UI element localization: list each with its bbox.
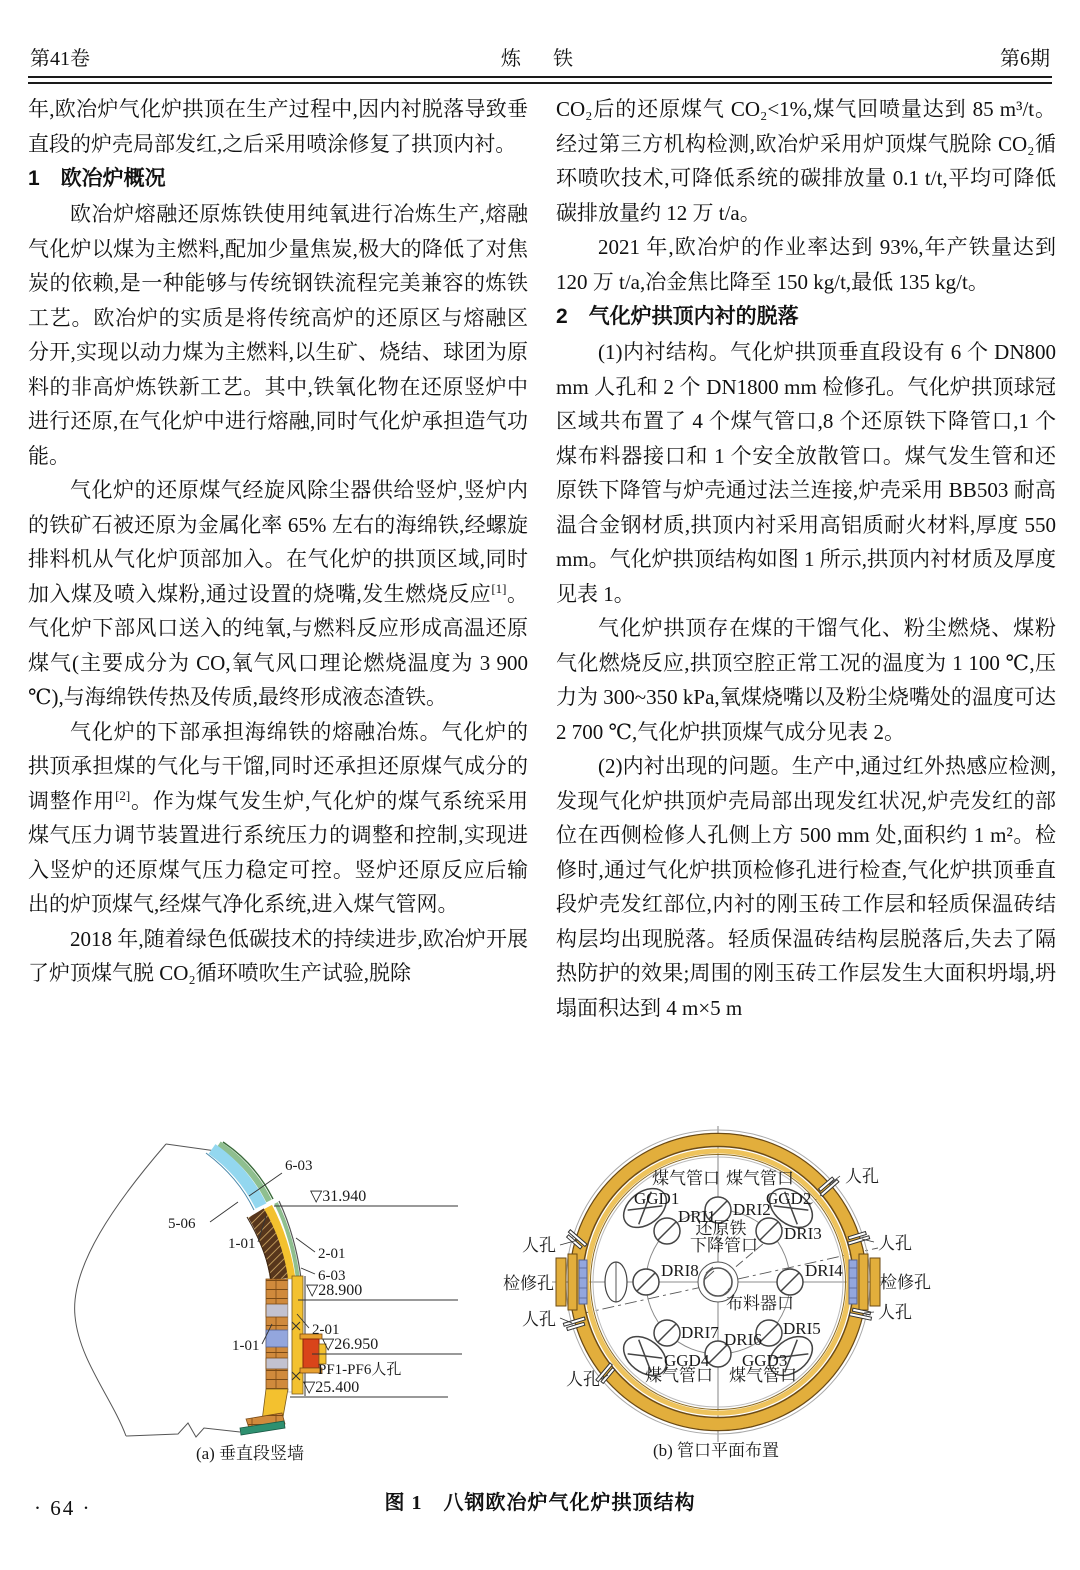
page-number: · 64 · (34, 1496, 92, 1520)
paragraph: 气化炉拱顶存在煤的干馏气化、粉尘燃烧、煤粉气化燃烧反应,拱顶空腔正常工况的温度为 1 100 ℃,压力为 300~350 kPa,氧煤烧嘴以及粉尘烧嘴处的温度可达 2 700 ℃,气化炉拱顶煤气成分见表 2。 (556, 616, 1056, 744)
label-603-top: 6-03 (285, 1158, 313, 1174)
access-flange-left (556, 1254, 587, 1310)
text-run: 。作为煤气发生炉,气化炉的煤气系统采用煤气压力调节装置进行系统压力的调整和控制,实现进入竖炉的还原煤气压力稳定可控。竖炉还原反应后输出的炉顶煤气,经煤气净化系统,进入煤气管网。 (28, 788, 529, 916)
label-603-mid: 6-03 (318, 1268, 346, 1284)
label-distributor: 布料器口 (726, 1294, 794, 1313)
text-run: 气化炉的下部承担海绵铁的熔融冶炼。气化炉的拱顶承担煤的气化与干馏,同时还承担还原煤气成分的调整作用 (28, 719, 528, 813)
label-dri-downcomer-2: 下降管口 (690, 1236, 758, 1255)
label-gas-port-bl: 煤气管口 (645, 1366, 713, 1385)
label-dri1: DRI1 (678, 1207, 716, 1226)
label-ggd3: GGD3 (742, 1351, 788, 1370)
citation-superscript: [1] (491, 580, 507, 596)
label-manhole-bl: 人孔 (566, 1370, 600, 1389)
air-gap (288, 1279, 292, 1392)
text-run: 气化炉的还原煤气经旋风除尘器供给竖炉,竖炉内的铁矿石被还原为金属化率 65% 左右的海绵铁,经螺旋排料机从气化炉顶部加入。在气化炉的拱顶区域,同时加入煤及喷入煤粉,通过设置的烧嘴,发生燃烧反应 (28, 478, 528, 606)
label-dri-downcomer-1: 还原铁 (695, 1219, 747, 1238)
label-101-top: 1-01 (228, 1236, 256, 1252)
label-dri5: DRI5 (783, 1319, 821, 1338)
distributor-inner (704, 1268, 732, 1296)
label-pf-manhole: PF1-PF6人孔 (318, 1362, 402, 1378)
leader-506 (210, 1202, 238, 1222)
ground-break-line (126, 1423, 240, 1437)
leader-201-top (296, 1238, 315, 1252)
paragraph: 2018 年,随着绿色低碳技术的持续进步,欧冶炉开展了炉顶煤气脱 CO₂循环喷吹生产试验,脱除 (28, 926, 528, 985)
section-heading: 2 气化炉拱顶内衬的脱落 (556, 305, 799, 328)
section-heading: 1 欧冶炉概况 (28, 167, 166, 190)
label-ggd1: GGD1 (634, 1189, 680, 1208)
paragraph: 2021 年,欧冶炉的作业率达到 93%,年产铁量达到 120 万 t/a,冶金焦比降至 150 kg/t,最低 135 kg/t。 (556, 235, 1056, 294)
label-dri7: DRI7 (681, 1323, 719, 1342)
label-manhole-r-low: 人孔 (878, 1303, 912, 1322)
figure-1-caption: 图 1 八钢欧冶炉气化炉拱顶结构 (384, 1492, 696, 1514)
label-dri4: DRI4 (805, 1261, 843, 1280)
label-manhole-r-up: 人孔 (878, 1234, 912, 1253)
paragraph: (1)内衬结构。气化炉拱顶垂直段设有 6 个 DN800 mm 人孔和 2 个 DN1800 mm 检修孔。气化炉拱顶球冠区域共布置了 4 个煤气管口,8 个还原铁下降管口,1 个煤布料器接口和 1 个安全放散管口。煤气发生管和还原铁下降管与炉壳通过法兰连接,炉壳采用 BB503 耐高温合金钢材质,拱顶内衬采用高铝质耐火材料,厚度 550 mm。气化炉拱顶结构如图 1 所示,拱顶内衬材质及厚度见表 1。 (556, 340, 1056, 606)
label-201-top: 2-01 (318, 1246, 346, 1262)
label-access-right: 检修孔 (880, 1273, 931, 1292)
blue-insulation-block (266, 1330, 288, 1347)
gray-insulation-block-2 (266, 1358, 288, 1369)
left-column (28, 92, 528, 991)
header-journal-title: 炼 铁 (501, 48, 579, 70)
access-flange-right (849, 1254, 880, 1310)
elevation-28900: ▽28.900 (306, 1282, 363, 1299)
label-dri3: DRI3 (784, 1224, 822, 1243)
paragraph: CO₂后的还原煤气 CO₂<1%,煤气回喷量达到 85 m³/t。经过第三方机构检测,欧冶炉采用炉顶煤气脱除 CO₂循环喷吹技术,可降低系统的碳排放量 0.1 t/t,平均可降低碳排放量约 12 万 t/a。 (556, 97, 1056, 225)
subcaption-a: (a) 垂直段竖墙 (195, 1444, 305, 1463)
figure-1 (0, 1118, 1080, 1486)
right-column (556, 92, 1056, 1025)
leader-603-mid (301, 1268, 315, 1274)
paragraph: (2)内衬出现的问题。生产中,通过红外热感应检测,发现气化炉拱顶炉壳局部出现发红状况,炉壳发红的部位在西侧检修人孔侧上方 500 mm 处,面积约 1 m²。检修时,通过气化炉拱顶检修孔进行检查,气化炉拱顶垂直段炉壳发红部位,内衬的刚玉砖工作层和轻质保温砖结构层均出现脱落。轻质保温砖结构层脱落后,失去了隔热防护的效果;周围的刚玉砖工作层发生大面积坍塌,坍塌面积达到 4 m×5 m (556, 754, 1056, 1020)
label-ggd4: GGD4 (664, 1351, 710, 1370)
elevation-25400: ▽25.400 (303, 1379, 360, 1396)
label-ggd2: GGD2 (766, 1189, 812, 1208)
label-manhole-l-up: 人孔 (522, 1236, 556, 1255)
interior-profile-line (75, 1144, 166, 1436)
paragraph: 欧冶炉熔融还原炼铁使用纯氧进行冶炼生产,熔融气化炉以煤为主燃料,配加少量焦炭,极大的降低了对焦炭的依赖,是一种能够与传统钢铁流程完美兼容的炼铁工艺。欧冶炉的实质是将传统高炉的还原区与熔融区分开,实现以动力煤为主燃料,以生矿、烧结、球团为原料的非高炉炼铁新工艺。其中,铁氧化物在还原竖炉中进行还原,在气化炉中进行熔融,同时气化炉承担造气功能。 (28, 202, 528, 468)
paragraph: 年,欧冶炉气化炉拱顶在生产过程中,因内衬脱落导致垂直段的炉壳局部发红,之后采用喷涂修复了拱顶内衬。 (28, 97, 528, 156)
label-101-mid: 1-01 (232, 1338, 260, 1354)
header-rule (28, 76, 1052, 84)
subcaption-b: (b) 管口平面布置 (652, 1441, 780, 1460)
label-201-mid: 2-01 (312, 1322, 340, 1338)
label-dri6: DRI6 (724, 1330, 762, 1349)
shell-top-edge (166, 1144, 216, 1151)
label-dri2: DRI2 (733, 1200, 771, 1219)
header-issue: 第6期 (1000, 48, 1050, 70)
elevation-26950: ▽26.950 (322, 1336, 379, 1353)
paragraph (28, 715, 528, 922)
elevation-31940: ▽31.940 (310, 1188, 367, 1205)
page-header (28, 42, 1052, 72)
text-run: 。气化炉下部风口送入的纯氧,与燃料反应形成高温还原煤气(主要成分为 CO,氧气风口理论燃烧温度为 3 900 ℃),与海绵铁传热及传质,最终形成液态渣铁。 (28, 581, 529, 709)
label-gas-port-br: 煤气管口 (729, 1366, 797, 1385)
header-volume: 第41卷 (30, 48, 90, 70)
label-dri8: DRI8 (661, 1261, 699, 1280)
citation-superscript: [2] (115, 787, 131, 803)
gray-insulation-block (266, 1304, 288, 1317)
figure-b-plan-drawing (503, 1126, 931, 1460)
figure-a-section-drawing (75, 1142, 462, 1463)
label-gas-port-tr: 煤气管口 (726, 1169, 794, 1188)
paragraph (28, 473, 528, 715)
label-manhole-tr: 人孔 (845, 1167, 879, 1186)
label-manhole-l-low: 人孔 (522, 1310, 556, 1329)
label-access-left: 检修孔 (503, 1274, 554, 1293)
label-506: 5-06 (168, 1216, 196, 1232)
label-gas-port-tl: 煤气管口 (652, 1169, 720, 1188)
